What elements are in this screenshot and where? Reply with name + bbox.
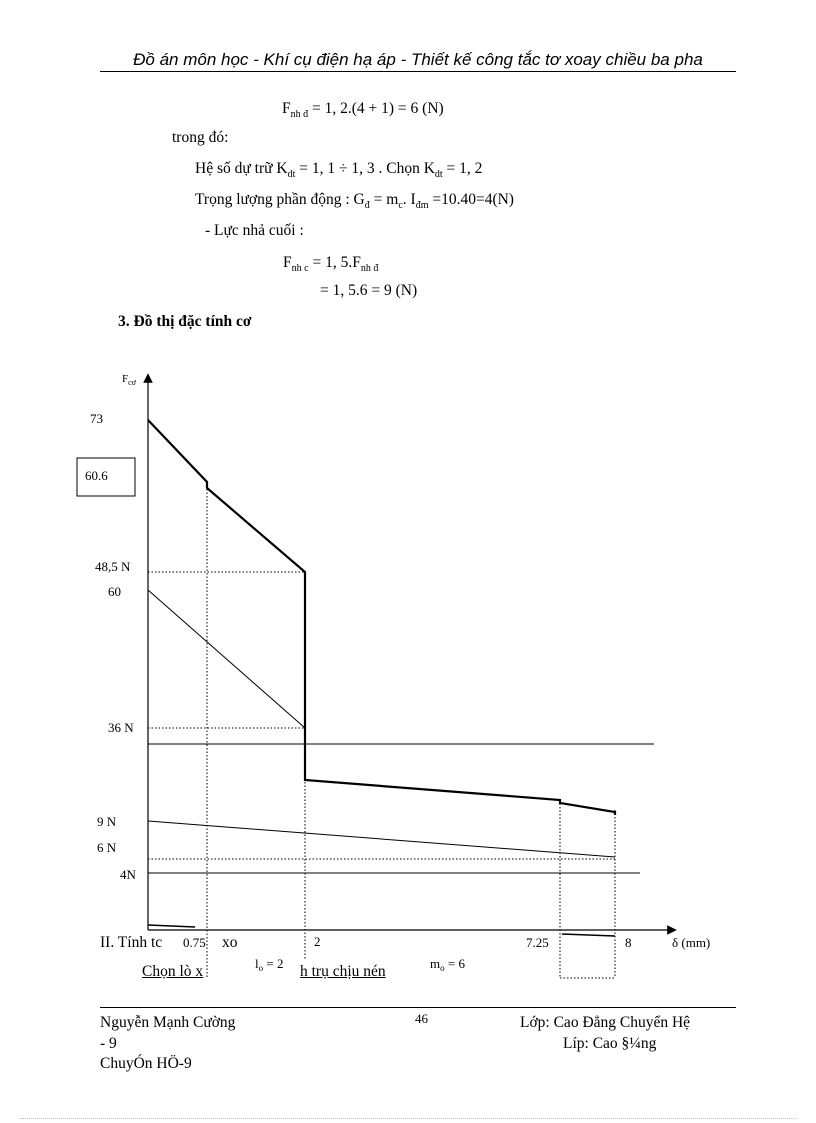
page-number: 46 [415,1011,428,1026]
footer-class-line2: Líp: Cao §¼ng [563,1035,657,1052]
equation-kdt: Hệ số dự trữ $K_{dt} = 1$, 1 ÷ 1, 3 . Chọn $K_{dt} = 1$, 2 [195,160,483,181]
section-heading-3: 3. Đồ thị đặc tính cơ [118,313,252,330]
page-bottom-border [20,1118,796,1119]
mark-near-7-25 [562,934,615,936]
y-tick-4: 4N [120,867,136,882]
equation-fnhc: $F_{nh c} = 1$, $5.F_{nh đ}$ [283,254,379,275]
equation-gd: Trọng lượng phần động : $G_đ = m_c$. $I_{đm} =10.40=4(N)$ [195,191,514,212]
line-electromagnet-force [148,420,615,815]
x-tick-7-25: 7.25 [526,935,549,950]
y-tick-6: 6 N [97,840,117,855]
y-tick-9: 9 N [97,814,117,829]
x-tick-0-75: 0.75 [183,935,206,950]
y-tick-60: 60 [108,584,121,599]
header-divider [100,71,736,72]
equation-fnhd: $F_{nh đ} = 1$, 2.(4 + 1) = 6 (N) [282,100,444,121]
section-heading-ii: II. Tính tc [100,934,163,951]
footer-author-line2: - 9 [100,1035,117,1052]
equation-fnhc-result: = 1, 5.6 = 9 (N) [320,282,418,299]
chon-lo-xo-b: h trụ chịu nén [300,963,386,980]
footer-class: Lớp: Cao Đẳng Chuyển Hệ [520,1014,691,1031]
y-axis-label: $F_{cơ}$ [122,373,136,387]
footer-divider [100,1007,736,1008]
mark-near-origin [148,925,195,927]
mechanical-characteristic-chart [0,360,816,1000]
line-spring-stage-1 [148,590,305,728]
x-tick-8: 8 [625,935,632,950]
y-tick-36: 36 N [108,720,134,735]
footer-author: Nguyễn Mạnh Cường [100,1014,236,1031]
section-heading-ii-tail: xo [222,934,238,951]
y-tick-48-5: 48,5 N [95,559,131,574]
footer-author-line3: ChuyÓn HÖ-9 [100,1055,192,1072]
x-tick-2: 2 [314,934,321,949]
y-tick-60-6: 60.6 [85,468,108,483]
page-header: Đồ án môn học - Khí cụ điện hạ áp - Thiết kế công tắc tơ xoay chiều ba pha [133,50,703,69]
chon-lo-xo-a: Chọn lò x [142,963,204,980]
annotation-lo: $l_o = 2$ [255,956,284,973]
text-luc-nha-cuoi: - Lực nhả cuối : [205,222,304,239]
x-axis-label: δ (mm) [672,935,711,950]
line-return-spring [148,821,615,857]
text-trong-do: trong đó: [172,129,229,146]
y-tick-73: 73 [90,411,103,426]
annotation-mo: $m_o = 6$ [430,956,465,973]
